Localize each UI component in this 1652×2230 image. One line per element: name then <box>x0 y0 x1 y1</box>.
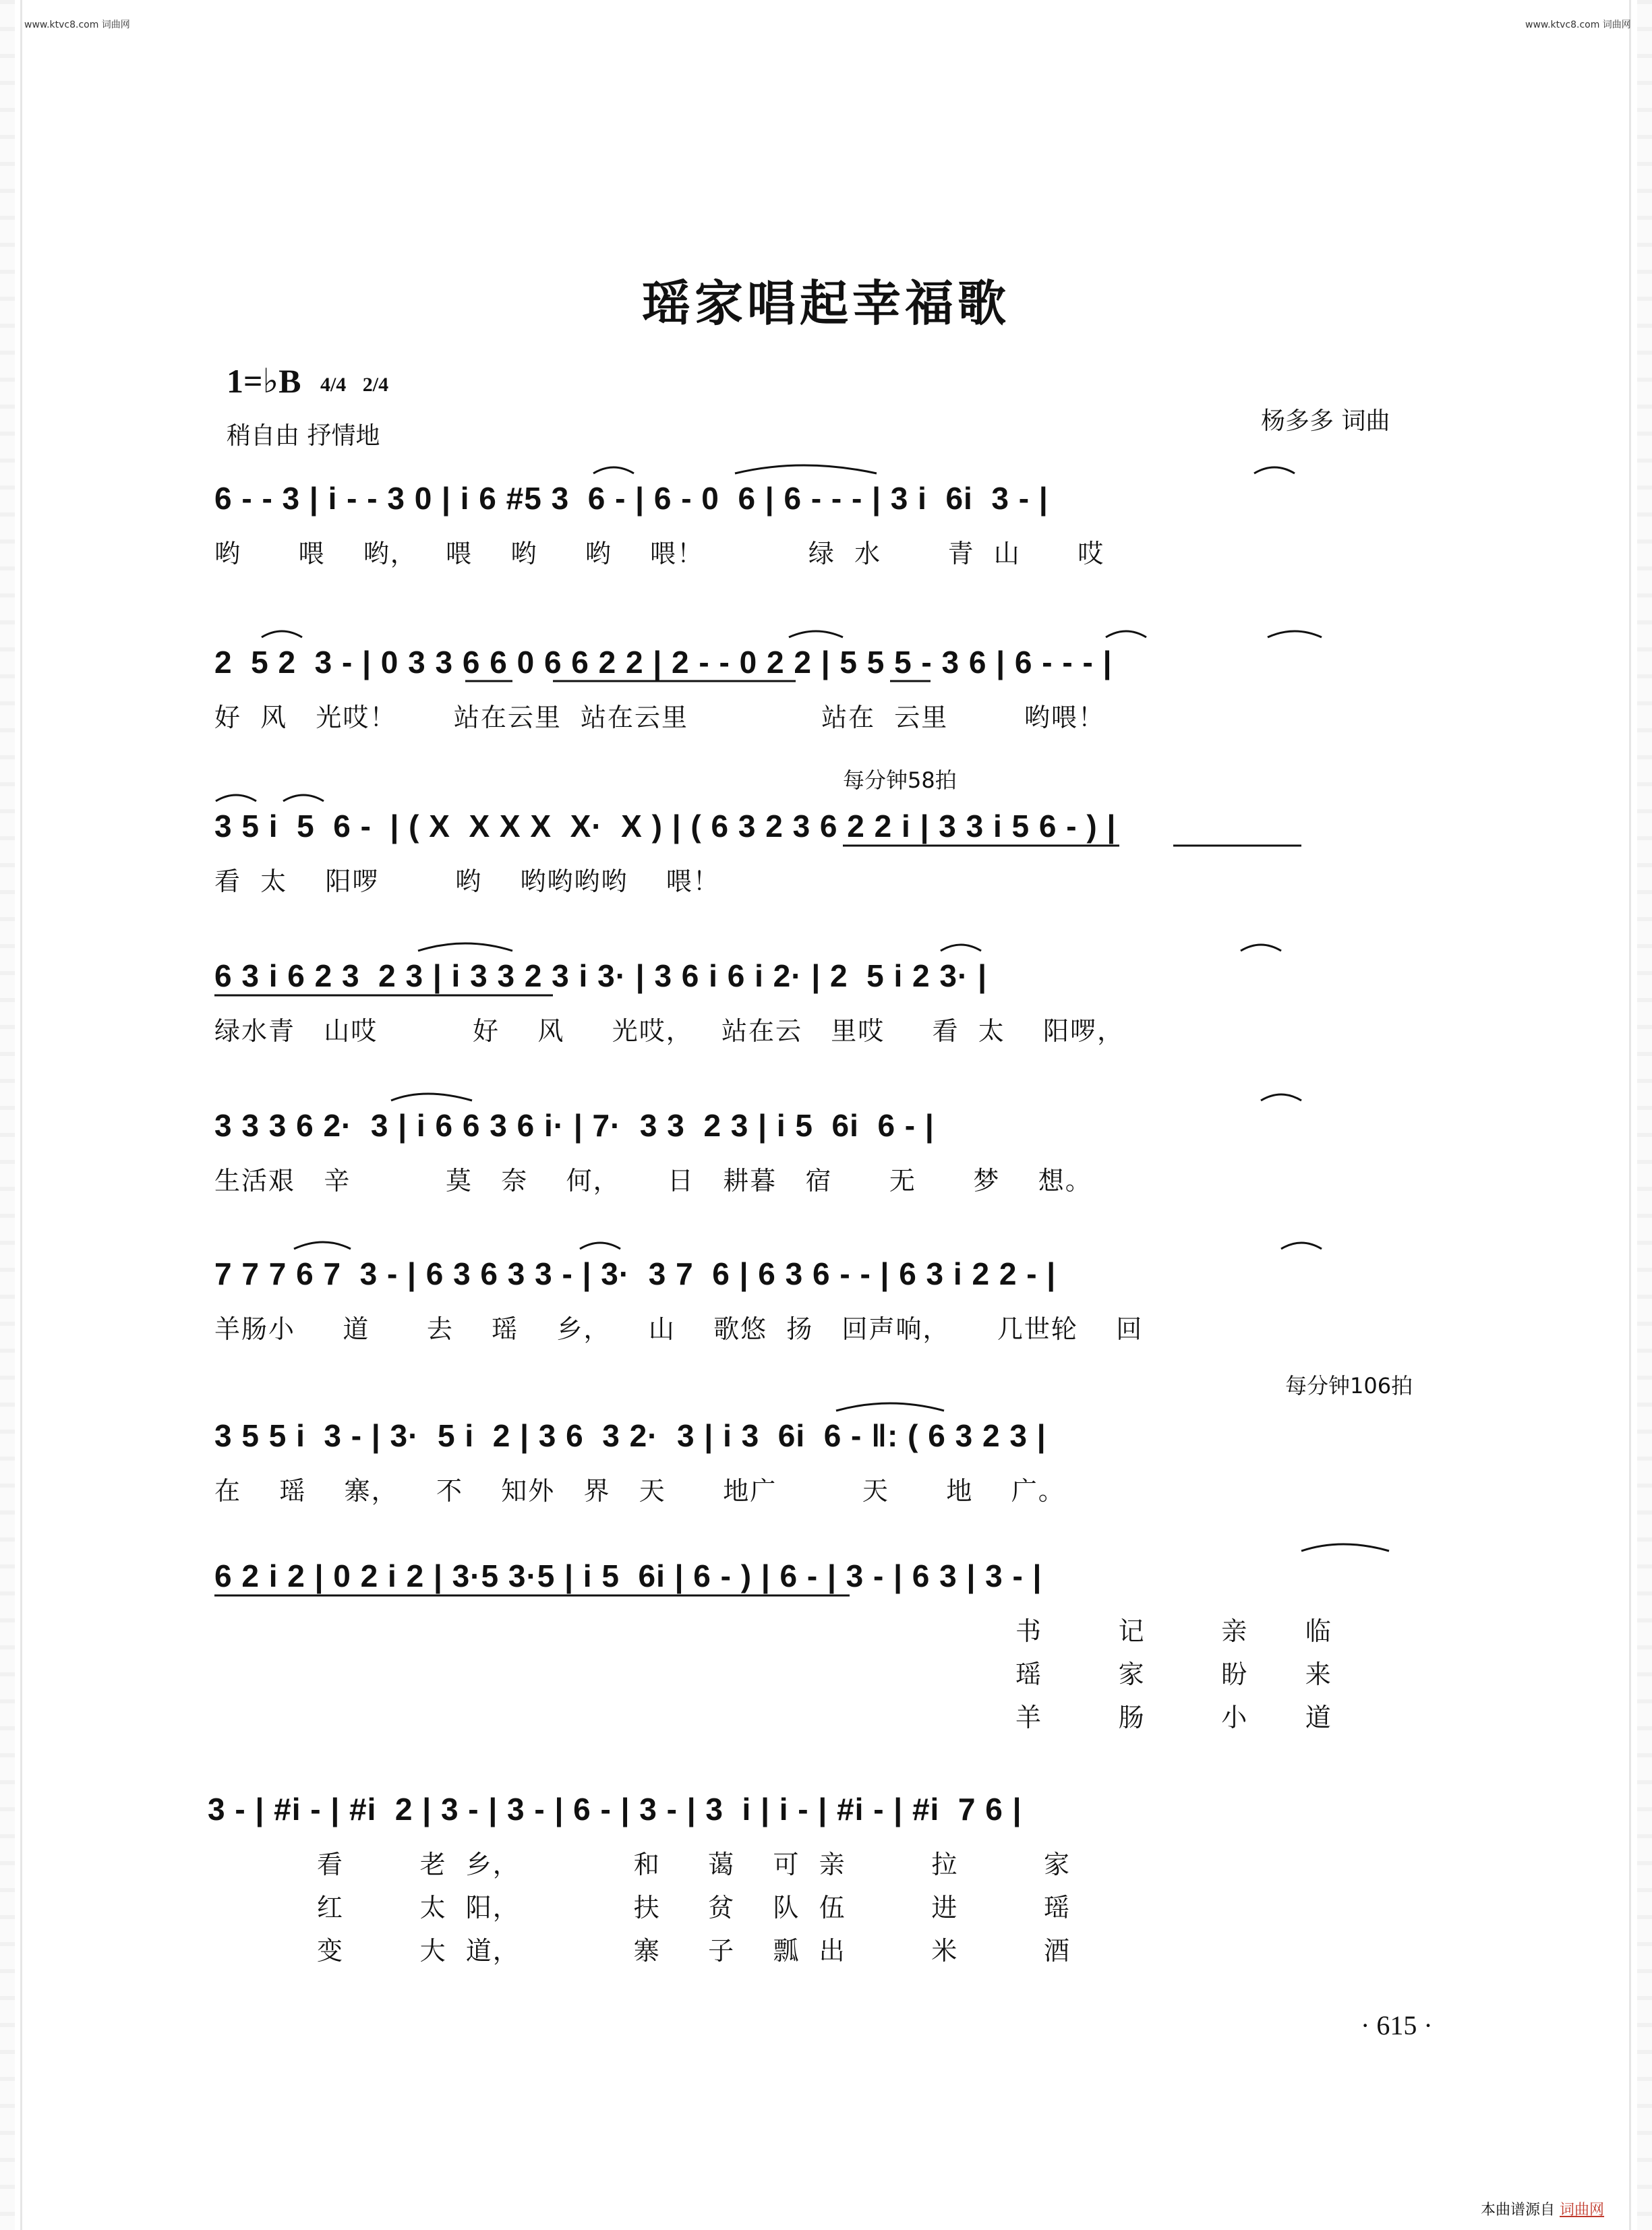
system-4-lyrics: 绿水青 山哎 好 风 光哎， 站在云 里哎 看 太 阳啰， <box>214 1016 1125 1046</box>
tempo-expression: 稍自由 抒情地 <box>227 422 380 450</box>
system-1-notes: 6 - - 3 | i - - 3 0 | i 6 #5 3 6 - | 6 - 0 6 | 6 - - - | 3 i 6i 3 - | <box>214 481 1049 516</box>
song-title: 瑶家唱起幸福歌 <box>641 274 1010 332</box>
system-3-lyrics: 看 太 阳啰 哟 哟哟哟哟 喂！ <box>214 867 720 896</box>
system-9-lyrics-verse-2: 红 太 阳， 扶 贫 队 伍 进 瑶 <box>317 1893 1071 1923</box>
system-1-lyrics: 哟 喂 哟， 喂 哟 哟 喂！ 绿 水 青 山 哎 <box>214 539 1105 568</box>
system-3-notes: 3 5 i 5 6 - | ( X X X X X· X ) | ( 6 3 2 3 6 2 2 i | 3 3 i 5 6 - ) | <box>214 809 1117 844</box>
slur-11 <box>941 945 981 951</box>
slur-18 <box>836 1403 944 1411</box>
slur-4 <box>262 631 302 637</box>
header-right-watermark: www.ktvc8.com 词曲网 <box>1525 20 1631 30</box>
system-8-lyrics-verse-3: 羊 肠 小 道 <box>1015 1703 1332 1732</box>
slur-3 <box>1254 467 1295 473</box>
slur-1 <box>593 467 634 473</box>
system-6-lyrics: 羊肠小 道 去 瑶 乡， 山 歌悠 扬 回声响， 几世轮 回 <box>214 1314 1144 1344</box>
slur-8 <box>216 795 256 801</box>
slur-7 <box>1268 631 1322 637</box>
source-credit <box>1481 2198 1604 2219</box>
slur-15 <box>294 1242 351 1249</box>
slur-10 <box>418 943 512 951</box>
system-7-lyrics: 在 瑶 寨， 不 知外 界 天 地广 天 地 广。 <box>214 1476 1065 1506</box>
slur-9 <box>283 795 324 801</box>
source-label: 本曲谱源自 <box>1481 2202 1556 2219</box>
system-8-lyrics-verse-1: 书 记 亲 临 <box>1015 1616 1332 1646</box>
time-signature-4-4: 4/4 <box>320 373 347 396</box>
system-2-notes: 2 5 2 3 - | 0 3 3 6 6 0 6 6 2 2 | 2 - - 0 2 2 | 5 5 5 - 3 6 | 6 - - - | <box>214 645 1113 680</box>
slur-5 <box>789 631 843 637</box>
slur-12 <box>1241 945 1281 951</box>
system-9-lyrics-verse-1: 看 老 乡， 和 蔼 可 亲 拉 家 <box>317 1850 1071 1879</box>
system-7-notes: 3 5 5 i 3 - | 3· 5 i 2 | 3 6 3 2· 3 | i 3 6i 6 - ‖: ( 6 3 2 3 | <box>214 1418 1046 1453</box>
system-4-notes: 6 3 i 6 2 3 2 3 | i 3 3 2 3 i 3· | 3 6 i 6 i 2· | 2 5 i 2 3· | <box>214 958 987 993</box>
system-8-lyrics-verse-2: 瑶 家 盼 来 <box>1015 1660 1332 1689</box>
slur-6 <box>1106 631 1146 637</box>
slur-14 <box>1261 1094 1301 1101</box>
slur-13 <box>391 1094 472 1101</box>
system-9-notes: 3 - | #i - | #i 2 | 3 - | 3 - | 6 - | 3 - | 3 i | i - | #i - | #i 7 6 | <box>208 1792 1022 1827</box>
system-5-lyrics: 生活艰 辛 莫 奈 何， 日 耕暮 宿 无 梦 想。 <box>214 1166 1092 1196</box>
source-link[interactable]: 词曲网 <box>1560 2202 1605 2219</box>
slur-16 <box>580 1243 620 1249</box>
slur-17 <box>1281 1243 1322 1249</box>
page-number: · 615 · <box>1361 2010 1433 2041</box>
tempo-mark-106: 每分钟106拍 <box>1285 1373 1413 1399</box>
header-left-watermark: www.ktvc8.com 词曲网 <box>24 20 130 30</box>
system-8-notes: 6 2 i 2 | 0 2 i 2 | 3·5 3·5 | i 5 6i | 6 - ) | 6 - | 3 - | 6 3 | 3 - | <box>214 1558 1042 1593</box>
tempo-mark-58: 每分钟58拍 <box>843 767 957 793</box>
system-5-notes: 3 3 3 6 2· 3 | i 6 6 3 6 i· | 7· 3 3 2 3 | i 5 6i 6 - | <box>214 1108 935 1143</box>
system-2-lyrics: 好 风 光哎！ 站在云里 站在云里 站在 云里 哟喂！ <box>214 703 1105 732</box>
time-signature-2-4: 2/4 <box>362 373 389 396</box>
system-6-notes: 7 7 7 6 7 3 - | 6 3 6 3 3 - | 3· 3 7 6 | 6 3 6 - - | 6 3 i 2 2 - | <box>214 1256 1057 1291</box>
slur-19 <box>1301 1544 1389 1551</box>
slur-2 <box>735 465 877 473</box>
credits: 杨多多 词曲 <box>1261 407 1390 435</box>
system-9-lyrics-verse-3: 变 大 道， 寨 子 瓢 出 米 酒 <box>317 1936 1071 1966</box>
key-label: 1=♭B <box>227 362 301 400</box>
